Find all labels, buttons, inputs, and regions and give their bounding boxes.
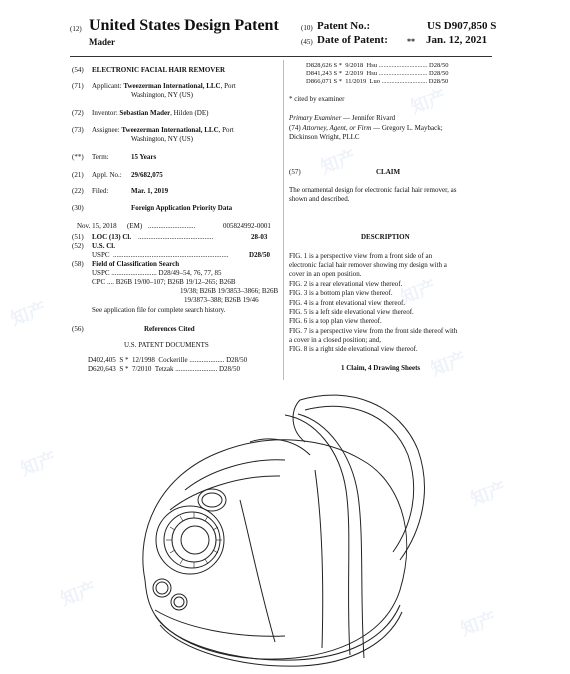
us-cl-label: U.S. Cl. bbox=[92, 242, 115, 250]
patent-date: Jan. 12, 2021 bbox=[426, 34, 488, 46]
patent-no-label: Patent No.: bbox=[317, 20, 371, 32]
watermark: 知产 bbox=[458, 608, 500, 641]
code-12: (12) bbox=[70, 25, 82, 33]
field-code: (30) bbox=[72, 204, 84, 212]
reference-row: D620,643 S * 7/2010 Tetzak ........................ D28/50 bbox=[88, 365, 240, 373]
description-line: a cover in a closed position; and, bbox=[289, 336, 381, 344]
field-code: (71) bbox=[72, 82, 84, 90]
assignee-name: Tweezerman International, LLC bbox=[121, 126, 219, 134]
watermark: 知产 bbox=[58, 578, 100, 611]
description-line: cover in an open position. bbox=[289, 270, 362, 278]
filed-value: Mar. 1, 2019 bbox=[131, 187, 169, 195]
patent-drawing bbox=[100, 380, 460, 670]
search-history-note: See application file for complete search history. bbox=[92, 306, 226, 314]
examiner-name: — Jennifer Rivard bbox=[341, 114, 396, 122]
uspc-label: USPC bbox=[92, 251, 110, 259]
watermark: 知产 bbox=[468, 478, 510, 511]
description-line: FIG. 5 is a left side elevational view thereof. bbox=[289, 308, 414, 316]
classification-line: 19/38; B26B 19/3853–3866; B26B bbox=[180, 287, 279, 295]
field-code: (73) bbox=[72, 126, 84, 134]
description-line: electronic facial hair remover showing my design with a bbox=[289, 261, 447, 269]
priority-title: Foreign Application Priority Data bbox=[131, 204, 233, 212]
field-code: (56) bbox=[72, 325, 84, 333]
filed-label: Filed: bbox=[92, 187, 109, 195]
field-code: (57) bbox=[289, 168, 301, 176]
attorney-label: Attorney, Agent, or Firm bbox=[302, 124, 372, 132]
reference-row: D828,626 S * 9/2018 Hsu .............................. D28/50 bbox=[306, 62, 449, 69]
term-label: Term: bbox=[92, 153, 109, 161]
field-code: (22) bbox=[72, 187, 84, 195]
reference-row: D841,243 S * 2/2019 Hsu .............................. D28/50 bbox=[306, 70, 449, 77]
references-title: References Cited bbox=[144, 325, 195, 333]
appl-no-value: 29/682,075 bbox=[131, 171, 163, 179]
inventor-name: Sebastian Mader bbox=[119, 109, 171, 117]
assignee-label: Assignee: bbox=[92, 126, 120, 134]
loc-value: 28-03 bbox=[251, 233, 268, 241]
watermark: 知产 bbox=[318, 146, 360, 179]
header-divider bbox=[70, 56, 492, 57]
examiner-label: Primary Examiner bbox=[289, 114, 342, 122]
claim-text: The ornamental design for electronic facial hair remover, as bbox=[289, 186, 457, 194]
patent-number: US D907,850 S bbox=[427, 20, 497, 32]
priority-office: (EM) bbox=[127, 222, 143, 230]
references-subtitle: U.S. PATENT DOCUMENTS bbox=[124, 341, 209, 349]
description-line: FIG. 2 is a rear elevational view thereof. bbox=[289, 280, 403, 288]
field-code: (51) bbox=[72, 233, 84, 241]
description-line: FIG. 7 is a perspective view from the front side thereof with bbox=[289, 327, 458, 335]
applicant-name: Tweezerman International, LLC bbox=[123, 82, 221, 90]
description-title: DESCRIPTION bbox=[361, 233, 410, 241]
priority-date: Nov. 15, 2018 bbox=[77, 222, 117, 230]
us-cl-value: D28/50 bbox=[249, 251, 270, 259]
term-value: 15 Years bbox=[131, 153, 157, 161]
reference-row: D866,071 S * 11/2019 Luo ............................ D28/50 bbox=[306, 78, 449, 85]
classification-label: Field of Classification Search bbox=[92, 260, 180, 268]
code-10: (10) bbox=[301, 24, 313, 32]
description-line: FIG. 8 is a right side elevational view thereof. bbox=[289, 345, 418, 353]
inventor-label: Inventor: bbox=[92, 109, 118, 117]
field-code: (21) bbox=[72, 171, 84, 179]
claim-title: CLAIM bbox=[376, 168, 401, 176]
dot-leader: ........................... bbox=[148, 222, 196, 230]
watermark: 知产 bbox=[408, 86, 450, 119]
priority-number: 005824992-0001 bbox=[223, 222, 271, 230]
watermark: 知产 bbox=[8, 298, 50, 331]
date-stars: ** bbox=[407, 37, 415, 46]
description-line: FIG. 3 is a bottom plan view thereof. bbox=[289, 289, 393, 297]
watermark: 知产 bbox=[398, 276, 440, 309]
classification-line: CPC .... B26B 19/00–107; B26B 19/12–265; B26B bbox=[92, 278, 236, 286]
claim-text: shown and described. bbox=[289, 195, 350, 203]
classification-line: 19/3873–388; B26B 19/46 bbox=[184, 296, 259, 304]
attorney-name: — Gregory L. Mayback; bbox=[371, 124, 443, 132]
document-title: United States Design Patent bbox=[89, 17, 279, 34]
reference-row: D402,405 S * 12/1998 Cockerille .................... D28/50 bbox=[88, 356, 248, 364]
inventor-short: Mader bbox=[89, 37, 115, 47]
field-code: (74) bbox=[289, 124, 303, 132]
watermark: 知产 bbox=[18, 448, 60, 481]
field-code: (58) bbox=[72, 260, 84, 268]
applicant-location-line2: Washington, NY (US) bbox=[131, 91, 193, 99]
assignee-location: , Port bbox=[218, 126, 234, 134]
loc-label: LOC (13) Cl. bbox=[92, 233, 132, 241]
description-line: FIG. 4 is a front elevational view thereof. bbox=[289, 299, 406, 307]
applicant-label: Applicant: bbox=[92, 82, 122, 90]
field-code: (**) bbox=[72, 153, 84, 161]
field-code: (54) bbox=[72, 66, 84, 74]
code-45: (45) bbox=[301, 38, 313, 46]
watermark: 知产 bbox=[428, 348, 470, 381]
description-line: FIG. 1 is a perspective view from a front side of an bbox=[289, 252, 433, 260]
attorney-firm: Dickinson Wright, PLLC bbox=[289, 133, 360, 141]
cited-note: * cited by examiner bbox=[289, 95, 345, 103]
field-code: (52) bbox=[72, 242, 84, 250]
patent-title: ELECTRONIC FACIAL HAIR REMOVER bbox=[92, 66, 226, 74]
applicant-location: , Port bbox=[220, 82, 236, 90]
assignee-location-line2: Washington, NY (US) bbox=[131, 135, 193, 143]
description-line: FIG. 6 is a top plan view thereof. bbox=[289, 317, 382, 325]
column-divider bbox=[283, 60, 284, 380]
dot-leader: .................................................................. bbox=[113, 251, 229, 259]
inventor-location: , Hilden (DE) bbox=[170, 109, 209, 117]
classification-line: USPC .......................... D28/49–54, 76, 77, 85 bbox=[92, 269, 222, 277]
claims-sheets: 1 Claim, 4 Drawing Sheets bbox=[341, 364, 421, 372]
date-label: Date of Patent: bbox=[317, 34, 388, 46]
dot-leader: ........................................... bbox=[138, 233, 214, 241]
appl-no-label: Appl. No.: bbox=[92, 171, 122, 179]
field-code: (72) bbox=[72, 109, 84, 117]
